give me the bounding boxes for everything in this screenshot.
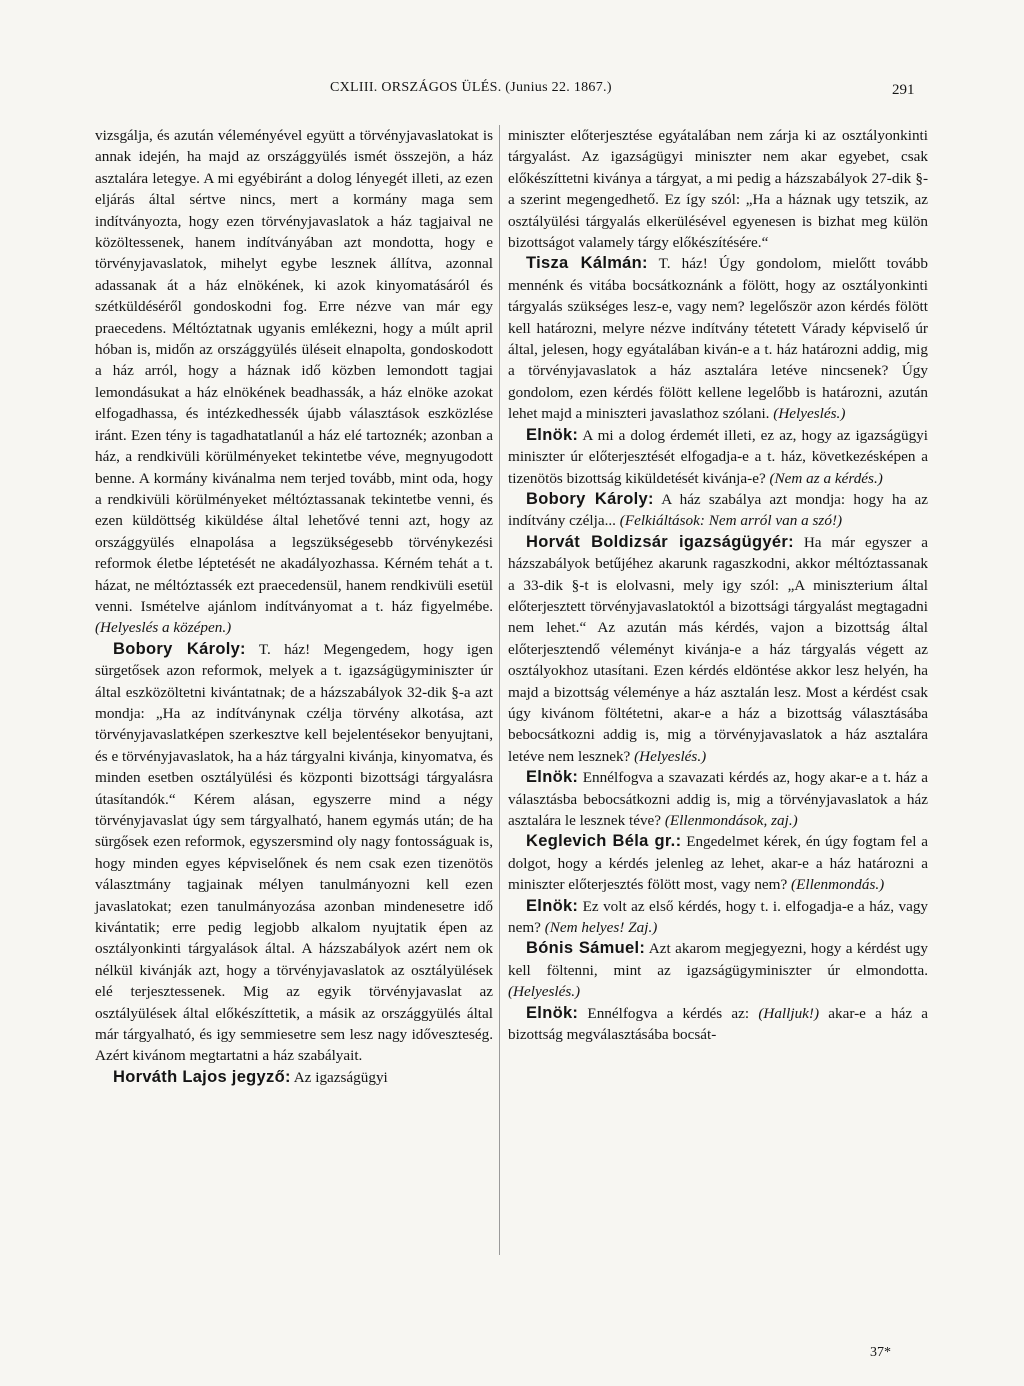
speech-elnok-4 [508,1003,928,1046]
right-column [508,125,928,1045]
page-number: 291 [892,82,915,98]
interjection: (Helyeslés.) [634,747,707,765]
speech-bobory [95,639,493,1067]
speech-keglevich [508,831,928,895]
speaker-name: Horváth Lajos jegyző: [113,1067,291,1086]
interjection: (Nem helyes! Zaj.) [544,919,658,937]
speaker-name: Horvát Boldizsár igazságügyér: [526,532,794,551]
speech-horvat [508,532,928,767]
speaker-name: Elnök: [526,1003,579,1022]
speaker-name: Bobory Károly: [113,639,246,658]
speaker-name: Elnök: [526,425,579,444]
interjection: (Halljuk!) [758,1004,820,1022]
paragraph-text: miniszter előterjesztése egyátalában nem zárja ki az osztályonkinti tárgyalást. Az igazságügyi miniszter nem akar egyebet, csak előkészíttetni kiványa a tárgyat, a mi pedig a házszabályok 27-dik §-a szerint megengedhető. Ez így szól: „Ha a háznak ugy tetszik, az osztályülési tárgyalás elkerülésével egyenesen is bizhat meg külön bizottságot valamely tárgy előkészítésére.“ [508,127,928,252]
speech-bonis [508,938,928,1002]
column-divider [499,125,500,1255]
interjection: (Helyeslés.) [773,405,846,423]
left-column [95,125,493,1088]
page-header [0,80,1024,104]
interjection: (Nem az a kérdés.) [769,469,883,487]
speech-text: Ennélfogva a szavazati kérdés az, hogy akar-e a t. ház a választásba bebocsátkozni addig is, mig a törvényjavaslatok a ház asztalára le lesznek téve? [508,769,929,829]
speech-text: Ennélfogva a kérdés az: [587,1004,750,1022]
speech-text: Azt akarom megjegyezni, hogy a kérdést ugy kell föltenni, mint az igazságügyminiszter úr elmondotta. [508,940,928,979]
speech-elnok-2 [508,767,928,831]
interjection: (Ellenmondás.) [791,876,885,894]
speech-text: Engedelmet kérek, én úgy fogtam fel a dolgot, hogy a kérdés jelenleg az lehet, akar-e a ház határozni a miniszter előterjesztés fölött most, vagy nem? [508,833,929,894]
left-paragraph-1 [95,125,493,639]
signature-mark: 37* [870,1345,891,1360]
speech-text: A mi a dolog érdemét illeti, ez az, hogy az igazságügyi miniszter úr előterjesztését elfogadja-e a t. ház, következésképen a tizenötös bizottság kiküldetését kivánja-e? [508,426,928,487]
speaker-name: Bobory Károly: [526,489,654,508]
speech-text: T. ház! Megengedem, hogy igen sürgetősek azon reformok, melyek a t. igazságügyminiszter úr által eszközöltetni kivántatnak; de a házszabályok 32-dik §-a azt mondja: „Ha az indítványnak czélja törvény alkotása, azt törvényjavaslatképen szerkesztve kell bejelentésekor benyujtani, és e törvényjavaslatok, ha a ház tárgyalni kivánja, kinyomatva, és minden esetben osztályülési és központi bizottsági tárgyalásra útasítandók.“ Kérem alásan, egyszerre mind a négy törvényjavaslat úgy sem tárgyalható, hanem egymás után; de ha sürgősek ezen reformok, egyszersmind oly nagy fontosságuak is, hogy minden egyes képviselőnek és nem csak ezen tizenötös választmány tagjainak mélyen tanulmányozni kell ezen javaslatokat; ezen tanulmányozása azonban mindenesetre idő kivántatik; erre pedig legjobb alkalom nyujtatik épen az osztályonkinti tárgyalások által. A házszabályok azért nem ok nélkül kivánják azt, hogy a törvényjavaslatok az osztályülések elé terjesztessenek. Mig az egyik törvényjavaslat az osztályülések által előkészíttetik, a másik az országgyülés által már tárgyalható, és igy semmiesetre sem lesz nagy időveszteség. Azért kivánom megtartatni a ház szabályait. [95,640,493,1065]
interjection: (Ellenmondások, zaj.) [664,812,798,829]
speech-text: Az igazságügyi [293,1068,388,1086]
speech-horvath [95,1067,493,1088]
speech-elnok-3 [508,896,928,939]
speech-text-continued: akar-e a ház a bizottság megválasztásába bocsát- [508,1004,929,1044]
header-title: CXLIII. ORSZÁGOS ÜLÉS. (Junius 22. 1867.) [330,80,612,95]
speech-text: A ház szabálya azt mondja: hogy ha az indítvány czélja... [508,490,929,530]
speaker-name: Bónis Sámuel: [526,939,646,958]
speaker-name: Elnök: [526,768,579,787]
speech-text: Ha már egyszer a házszabályok betűjéhez akarunk ragaszkodni, akkor méltóztassanak a 33-dik §-t is elolvasni, mely igy szól: „A miniszterium által előterjesztett törvényjavaslatoktól a bizottsági tárgyalást megtagadni nem lehet.“ Az azután más kérdés, vajon a bizottság által előterjesztendő véleményt kivánja-e a ház tárgyalás végett az osztályokhoz utasítani. Ezen kérdés eldöntése akkor lesz helyén, ha majd a bizottság véleménye a ház asztalán lesz. Most a kérdést csak úgy kivánom föltétetni, akar-e a ház a bizottság választásába bebocsátkozni addig is, mig a törvényjavaslatok a ház asztalára letéve nem lesznek? [508,533,928,765]
speaker-name: Elnök: [526,896,579,915]
speech-bobory-2 [508,489,928,532]
speech-text: T. ház! Úgy gondolom, mielőtt tovább mennénk és vitába bocsátkoznánk a fölött, hogy az osztályonkinti tárgyalás szükséges lesz-e, vagy nem? legelőször azon kérdés fölött kell határozni, melyre nézve indítvány tétetett Várady képviselő úr által, jelesen, hogy egyátalában kiván-e a t. ház határozni addig, mig a törvényjavaslatok a ház asztalára letéve nincsenek? Úgy gondolom, ezen kérdés fölött kellene legelőbb is határozni, azután lehet majd a miniszteri javaslathoz szólani. [508,255,928,423]
speech-text: Ez volt az első kérdés, hogy t. i. elfogadja-e a ház, vagy nem? [508,897,929,937]
speech-elnok-1 [508,425,928,489]
interjection: (Helyeslés a középen.) [95,619,232,637]
right-paragraph-1 [508,125,928,253]
paragraph-text: vizsgálja, és azután véleményével együtt a törvényjavaslatokat is annak idején, ha majd az országgyülés ismét összejön, a ház asztalára letegye. A mi egyébiránt a dolog lényegét illeti, az ezen eljárás által sértve nincs, mert a kormány maga sem indítványozta, hogy ezen törvényjavaslatok a ház tagjaival ne közöltessenek, hanem indítványában azt mondotta, hogy e törvényjavaslatok, mihelyt egybe lesznek állítva, azonnal adassanak át a ház elnökének, ki azok kinyomatásáról és szétküldéséről gondoskodni fog. Erre nézve van már egy praecedens. Méltóztatnak ugyanis emlékezni, hogy a múlt april hóban is, midőn az országgyülés üléseit elnapolta, gondoskodott a ház arról, hogy a háznak idő közben lemondott tagjai lemondásukat a ház elnökének beadhassák, a ház elnöke azokat elfogadhassa, és intézkedhessék újabb választások eszközlése iránt. Ezen tény is tagadhatatlanúl a ház elé tartoznék; azonban a ház, a rendkivüli körülményeket tekintetbe véve, megnyugodott benne. A kormány kivánalma nem terjed tovább, mint oda, hogy a rendkivüli körülményeket méltóztassanak tekintetbe venni, és ezen küldöttség kiküldése által lehetővé tenni azt, hogy az országgyülés elnapolása a legszükségesebb törvénykezési reformok életbe léptetését ne akadályozhassa. Kérném tehát a t. házat, ne méltóztassék ezt praecedensül, hanem rendkivüli esetül venni. Ismételve ajánlom indítványomat a t. ház figyelmébe. [95,127,493,615]
speech-tisza [508,253,928,424]
interjection: (Helyeslés.) [508,983,581,1001]
interjection: (Felkiáltások: Nem arról van a szó!) [619,512,843,530]
speaker-name: Keglevich Béla gr.: [526,832,682,851]
speaker-name: Tisza Kálmán: [526,254,648,273]
